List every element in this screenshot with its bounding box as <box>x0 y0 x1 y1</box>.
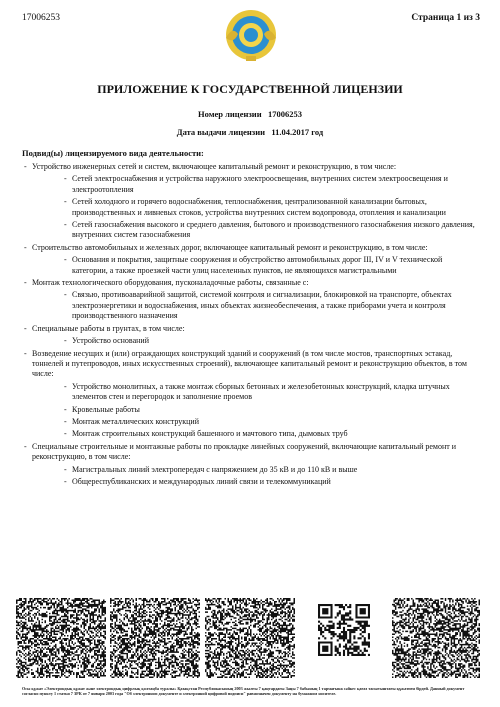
barcode-3 <box>205 598 295 678</box>
subtype-item: - Возведение несущих и (или) ограждающих конструкций зданий и сооружений (в том числе мостов, транспортных эстакад, тоннелей и путепроводов, иных искусственных строений), включающее капитальный ремонт и реконструкцию объектов, в том числе: <box>24 349 476 380</box>
qr-code <box>318 604 370 656</box>
legal-footer: Осы құжат «Электрондық құжат және электрондық цифрлық қолтаңба туралы» Қазақстан Республикасының 2003 жылғы 7 қаңтардағы Заңы 7 бабының 1 тармағына сәйкес қағаз тасығыштағы құжатпен бірдей. Данный документ согласно пункту 1 статьи 7 ЗРК от 7 января 2003 года "Об электронном документе и электронной цифровой подписи" равнозначен документу на бумажном носителе. <box>22 686 465 696</box>
license-date-line <box>0 127 500 137</box>
subtype-subitem: - Монтаж строительных конструкций башенного и мачтового типа, дымовых труб <box>64 429 476 439</box>
subtype-subitem: - Сетей газоснабжения высокого и среднего давления, бытового и производственного газоснабжения низкого давления, внутренних систем газоснабжения <box>64 220 476 241</box>
page-indicator: Страница 1 из 3 <box>411 13 480 23</box>
emblem-icon <box>224 8 278 62</box>
barcodes <box>0 598 500 678</box>
barcode-2 <box>110 598 200 678</box>
license-number-value: 17006253 <box>267 109 302 119</box>
subtype-subitem: - Кровельные работы <box>64 405 476 415</box>
subtype-subitem: - Сетей электроснабжения и устройства наружного электроосвещения, внутренних систем электроосвещения и электроотопления <box>64 174 476 195</box>
license-date-value: 11.04.2017 год <box>271 127 324 137</box>
subtype-item: - Специальные строительные и монтажные работы по прокладке линейных сооружений, включающие капитальный ремонт и реконструкцию, в том числе: <box>24 442 476 463</box>
subtypes-title: Подвид(ы) лицензируемого вида деятельности: <box>22 148 204 158</box>
subtype-subitem: - Сетей холодного и горячего водоснабжения, теплоснабжения, централизованной канализации бытовых, производственных и ливневых стоков, устройства внутренних систем водопровода, отопления и канализации <box>64 197 476 218</box>
subtype-subitem: - Связью, противоаварийной защитой, системой контроля и сигнализации, блокировкой на транспорте, объектах электроэнергетики и водоснабжения, иных объектах жизнеобеспечения, а также приборами учета и контроля производственного назначения <box>64 290 476 321</box>
subtype-item: - Строительство автомобильных и железных дорог, включающее капитальный ремонт и реконструкцию, в том числе: <box>24 243 476 253</box>
license-number-label: Номер лицензии <box>198 109 262 119</box>
subtype-subitem: - Монтаж металлических конструкций <box>64 417 476 427</box>
license-number-line <box>0 109 500 119</box>
subtype-item: - Устройство инженерных сетей и систем, включающее капитальный ремонт и реконструкцию, в том числе: <box>24 162 476 172</box>
page-title: ПРИЛОЖЕНИЕ К ГОСУДАРСТВЕННОЙ ЛИЦЕНЗИИ <box>97 82 403 96</box>
subtype-subitem: - Основания и покрытия, защитные сооружения и обустройство автомобильных дорог III, IV и V технической категории, а также проезжей части улиц населенных пунктов, не являющихся магистральными <box>64 255 476 276</box>
doc-number: 17006253 <box>22 13 60 23</box>
subtype-item: - Монтаж технологического оборудования, пусконаладочные работы, связанные с: <box>24 278 476 288</box>
subtype-subitem: - Общереспубликанских и международных линий связи и телекоммуникаций <box>64 477 476 487</box>
subtype-subitem: - Устройство оснований <box>64 336 476 346</box>
subtype-subitem: - Устройство монолитных, а также монтаж сборных бетонных и железобетонных конструкций, кладка штучных элементов стен и перегородок и заполнение проемов <box>64 382 476 403</box>
subtype-subitem: - Магистральных линий электропередач с напряжением до 35 кВ и до 110 кВ и выше <box>64 465 476 475</box>
barcode-4 <box>392 598 480 678</box>
subtypes-list <box>24 162 476 489</box>
barcode-1 <box>16 598 106 678</box>
subtype-item: - Специальные работы в грунтах, в том числе: <box>24 324 476 334</box>
license-date-label: Дата выдачи лицензии <box>176 127 265 137</box>
